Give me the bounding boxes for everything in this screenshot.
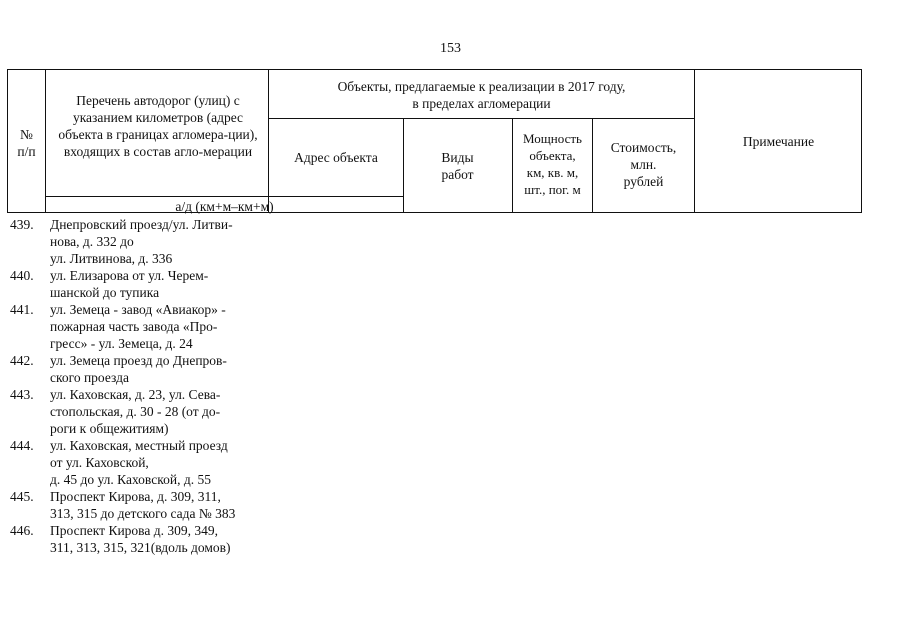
header-col-address: Адрес объекта bbox=[294, 150, 378, 165]
header-col-objects-group: Объекты, предлагаемые к реализации в 2017 году, в пределах агломерации bbox=[337, 79, 626, 111]
divider bbox=[268, 118, 694, 119]
divider bbox=[45, 69, 46, 213]
list-item bbox=[10, 488, 280, 522]
list-item bbox=[10, 267, 280, 301]
header-col-number: № п/п bbox=[17, 127, 36, 159]
divider bbox=[45, 196, 403, 197]
list-item bbox=[10, 352, 280, 386]
row-text: ул. Земеца - завод «Авиакор» - пожарная часть завода «Про- гресс» - ул. Земеца, д. 24 bbox=[50, 302, 226, 351]
header-col-cost: Стоимость, млн. рублей bbox=[610, 140, 677, 189]
row-text: ул. Елизарова от ул. Черем- шанской до тупика bbox=[50, 268, 209, 300]
row-text: Проспект Кирова, д. 309, 311, 313, 315 до детского сада № 383 bbox=[50, 489, 236, 521]
header-col-roads: Перечень автодорог (улиц) с указанием километров (адрес объекта в границах агломера-ции), входящих в состав агло-мерации bbox=[58, 93, 258, 159]
row-text: ул. Каховская, д. 23, ул. Сева- стопольская, д. 30 - 28 (от до- роги к общежитиям) bbox=[50, 387, 221, 436]
row-text: Проспект Кирова д. 309, 349, 311, 313, 315, 321(вдоль домов) bbox=[50, 523, 231, 555]
row-number: 442. bbox=[10, 353, 34, 368]
row-number: 439. bbox=[10, 217, 34, 232]
row-number: 446. bbox=[10, 523, 34, 538]
list-item bbox=[10, 386, 280, 437]
header-col-note: Примечание bbox=[742, 134, 815, 149]
divider bbox=[694, 69, 695, 213]
row-number: 443. bbox=[10, 387, 34, 402]
row-number: 440. bbox=[10, 268, 34, 283]
row-number: 444. bbox=[10, 438, 34, 453]
row-number: 445. bbox=[10, 489, 34, 504]
row-text: ул. Каховская, местный проезд от ул. Каховской, д. 45 до ул. Каховской, д. 55 bbox=[50, 438, 228, 487]
divider bbox=[268, 69, 269, 213]
list-item bbox=[10, 437, 280, 488]
list-item bbox=[10, 301, 280, 352]
list-item bbox=[10, 522, 280, 556]
page-number: 153 bbox=[440, 41, 461, 56]
list-item bbox=[10, 216, 280, 267]
header-col-capacity: Мощность объекта, км, кв. м, шт., пог. м bbox=[523, 131, 582, 197]
road-list bbox=[10, 216, 280, 556]
row-text: Днепровский проезд/ул. Литви- нова, д. 332 до ул. Литвинова, д. 336 bbox=[50, 217, 233, 266]
row-number: 441. bbox=[10, 302, 34, 317]
header-col-works: Виды работ bbox=[441, 150, 474, 182]
header-col-roads-sub: а/д (км+м–км+м) bbox=[175, 199, 274, 214]
row-text: ул. Земеца проезд до Днепров- ского проезда bbox=[50, 353, 227, 385]
